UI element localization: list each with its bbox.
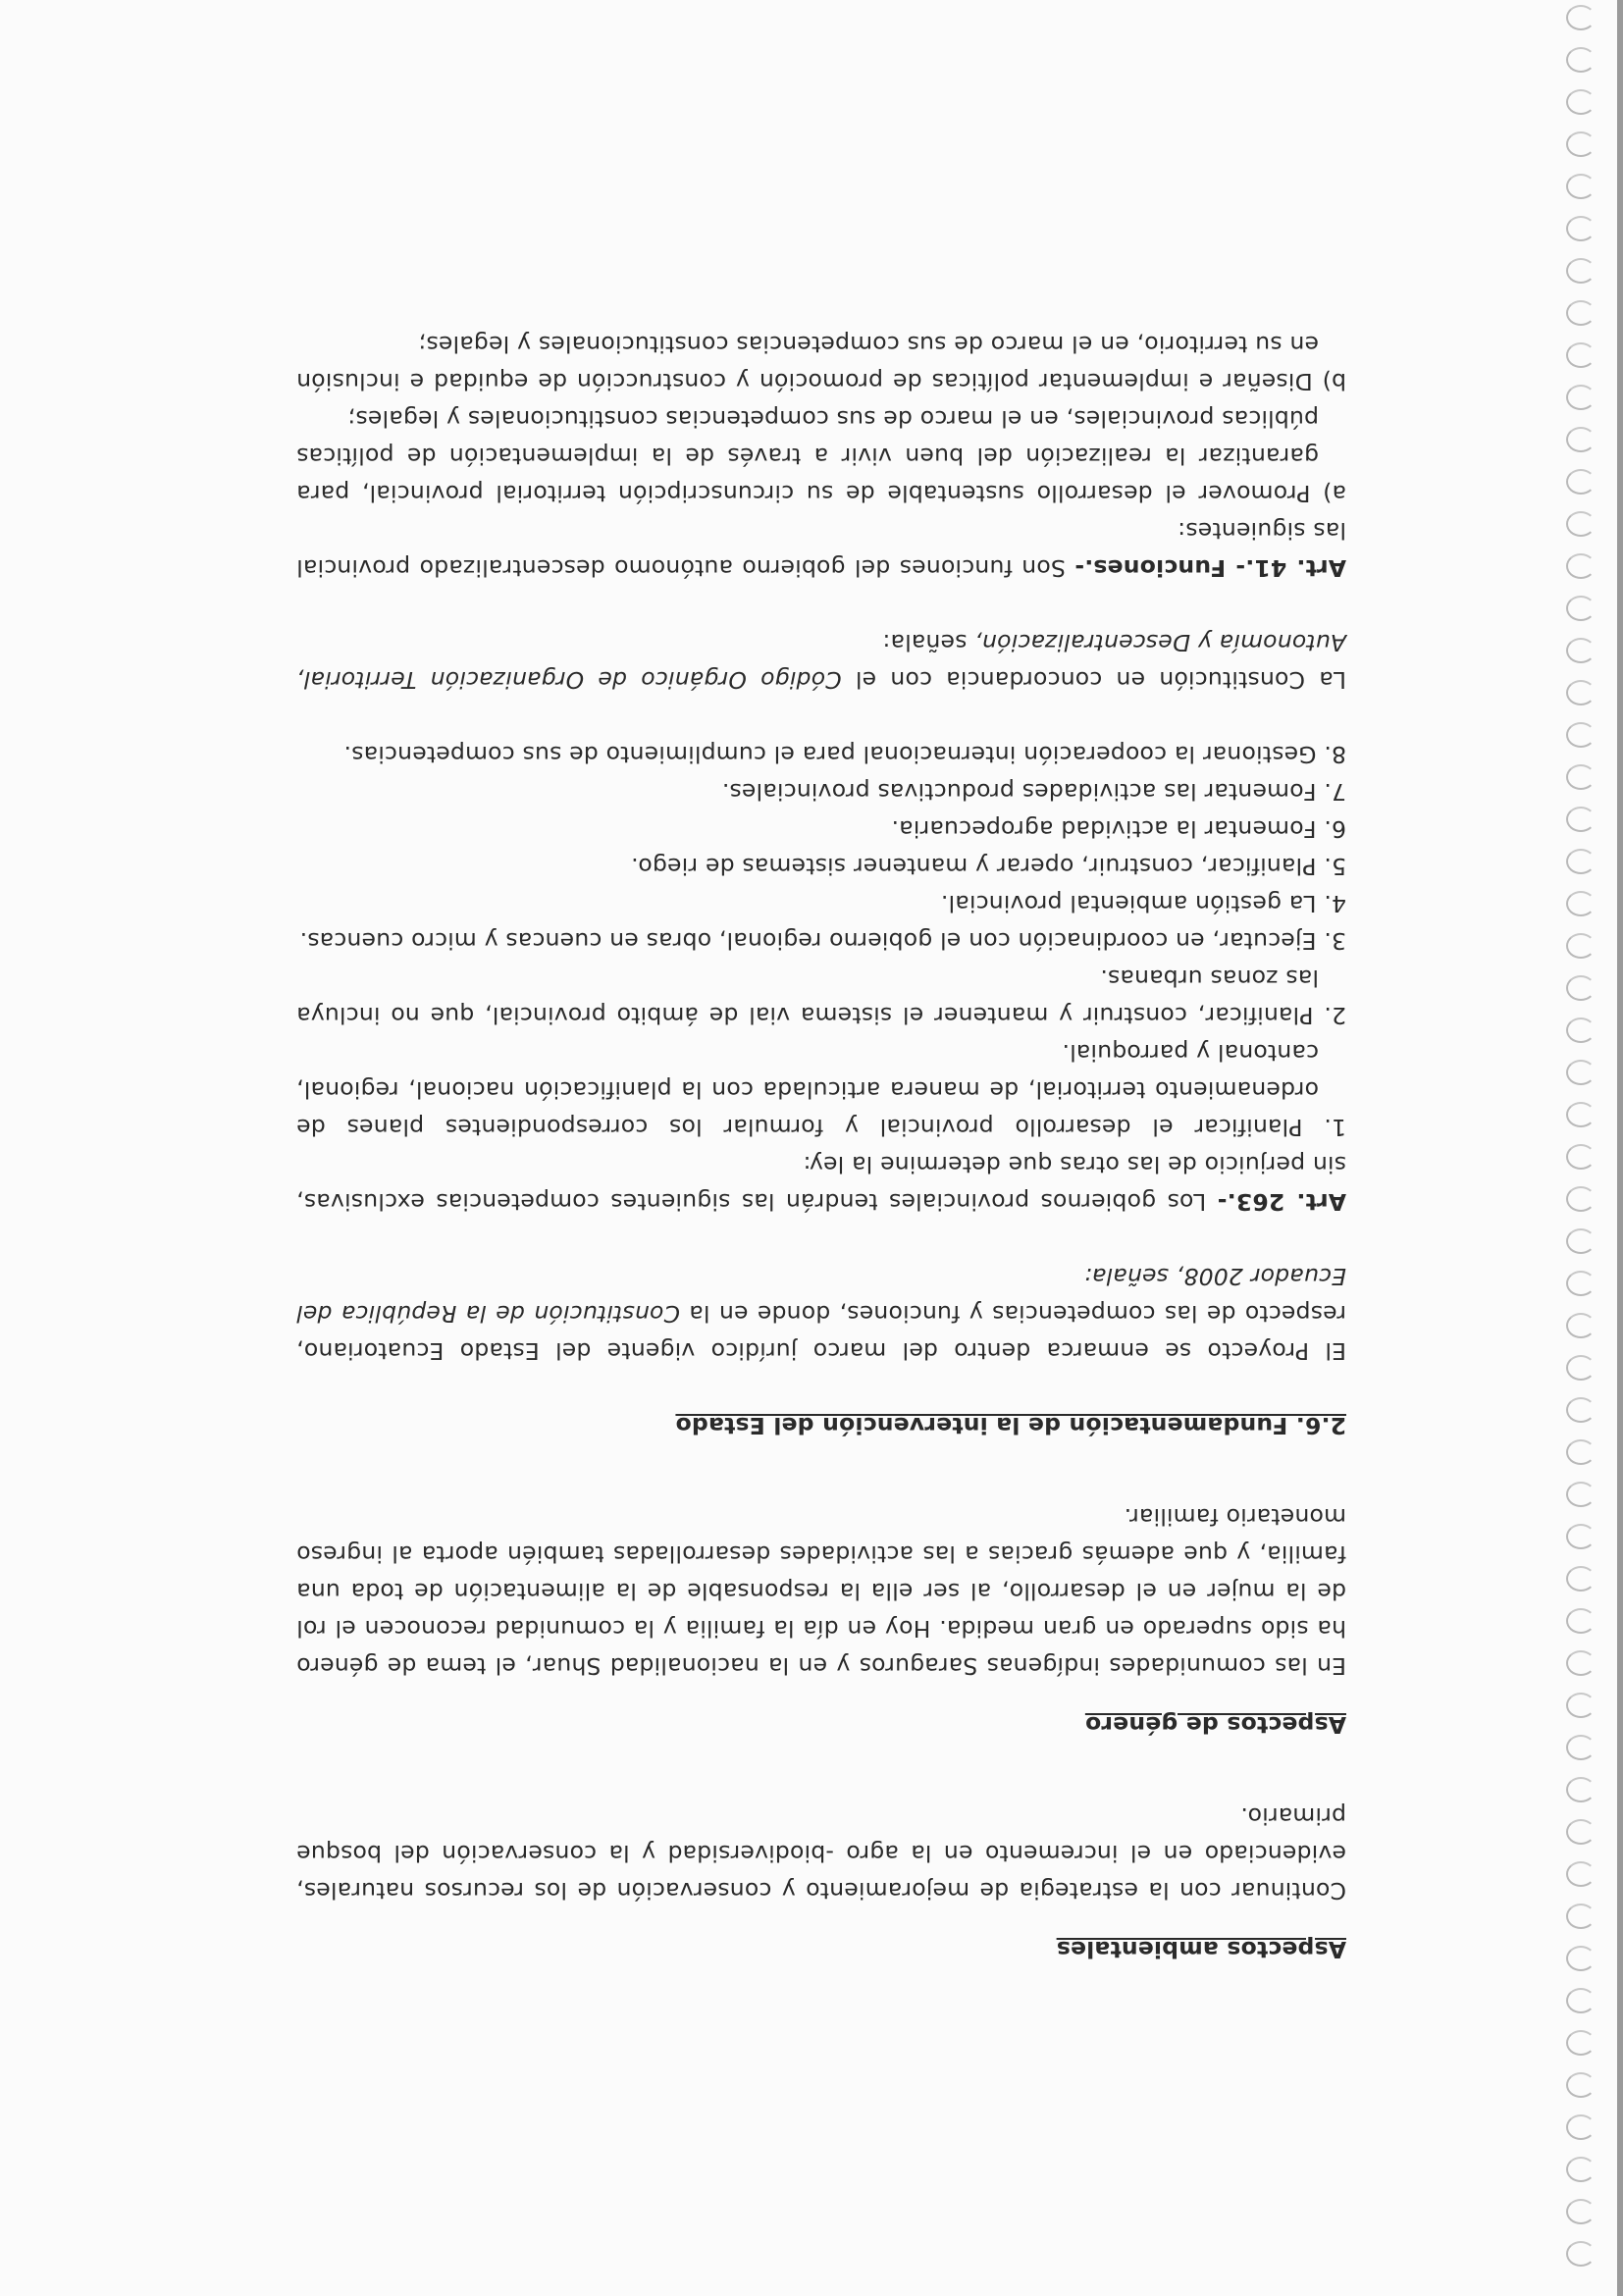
binding-ring: [1566, 638, 1596, 663]
concordancia-text: La Constitución en concordancia con el: [841, 666, 1346, 694]
concordancia-end: señala:: [882, 629, 975, 656]
competencia-item-4: 4. La gestión ambiental provincial.: [940, 890, 1346, 917]
binding-ring: [1566, 1060, 1596, 1085]
competencia-item-3: 3. Ejecutar, en coordinación con el gobierno regional, obras en cuencas y micro cuencas.: [299, 927, 1346, 955]
binding-ring: [1566, 764, 1596, 790]
article-263-label: Art. 263.-: [1217, 1188, 1346, 1216]
binding-ring: [1566, 427, 1596, 452]
competencia-item-6: 6. Fomentar la actividad agropecuaria.: [891, 815, 1346, 843]
binding-ring: [1566, 1777, 1596, 1802]
binding-ring: [1566, 849, 1596, 874]
binding-ring: [1566, 596, 1596, 621]
binding-ring: [1566, 1439, 1596, 1465]
paragraph-fundamentacion-intro: [296, 1258, 1346, 1370]
competencia-item-7: 7. Fomentar las actividades productivas provinciales.: [721, 778, 1346, 806]
funcion-item-b: b) Diseñar e implementar políticas de promoción y construcción de equidad e inclusión en su territorio, en el marco de sus competencias constitucionales y legales;: [296, 331, 1346, 395]
binding-ring: [1566, 1355, 1596, 1381]
binding-ring: [1566, 1904, 1596, 1929]
binding-ring: [1566, 975, 1596, 1001]
binding-ring: [1566, 342, 1596, 368]
binding-ring: [1566, 174, 1596, 199]
intro-citation: Constitución de la República del Ecuador 2008, señala:: [296, 1263, 1346, 1328]
binding-ring: [1566, 469, 1596, 495]
binding-ring: [1566, 1397, 1596, 1423]
binding-ring: [1566, 258, 1596, 284]
binding-ring: [1566, 1313, 1596, 1338]
paragraph-ambientales: Continuar con la estrategia de mejoramiento y conservación de los recursos naturales, evidenciado en el incremento en la agro -biodiversidad y la conservación del bosque primario.: [296, 1802, 1346, 1905]
spiral-binding: [1560, 0, 1617, 2296]
binding-ring: [1566, 891, 1596, 916]
binding-ring: [1566, 216, 1596, 241]
paragraph-genero: En las comunidades indígenas Saraguros y en la nacionalidad Shuar, el tema de género ha sido superado en gran medida. Hoy en día la familia y la comunidad reconocen el rol de la mujer en el desarrollo, al ser ella la responsable de la alimentación de toda una familia, y que además gracias a las actividades desarrolladas también aporta al ingreso monetario familiar.: [296, 1503, 1346, 1680]
article-263-text: Los gobiernos provinciales tendrán las siguientes competencias exclusivas, sin perjuicio de las otras que determine la ley:: [296, 1151, 1346, 1216]
binding-ring: [1566, 1650, 1596, 1676]
document-body: [296, 326, 1346, 1968]
binding-ring: [1566, 1735, 1596, 1760]
concordancia-citation: Código Orgánico de Organización Territorial, Autonomía y Descentralización,: [296, 629, 1346, 694]
binding-ring: [1566, 1988, 1596, 2013]
binding-ring: [1566, 2157, 1596, 2182]
heading-fundamentacion: 2.6. Fundamentación de la intervención del Estado: [675, 1412, 1346, 1439]
binding-ring: [1566, 1271, 1596, 1296]
article-41-text: Son funciones del gobierno autónomo descentralizado provincial las siguientes:: [296, 517, 1346, 582]
binding-ring: [1566, 385, 1596, 410]
binding-ring: [1566, 1144, 1596, 1170]
article-41: [296, 512, 1346, 587]
binding-ring: [1566, 933, 1596, 959]
binding-ring: [1566, 1566, 1596, 1592]
binding-ring: [1566, 553, 1596, 579]
binding-ring: [1566, 47, 1596, 73]
binding-ring: [1566, 2199, 1596, 2224]
competencia-item-2: 2. Planificar, construir y mantener el sistema vial de ámbito provincial, que no incluya las zonas urbanas.: [296, 965, 1346, 1029]
binding-ring: [1566, 1482, 1596, 1507]
funcion-item-a: a) Promover el desarrollo sustentable de su circunscripción territorial provincial, para garantizar la realización del buen vivir a través de la implementación de políticas públicas provinciales, en el marco de sus competencias constitucionales y legales;: [296, 405, 1346, 507]
binding-ring: [1566, 1693, 1596, 1718]
binding-ring: [1566, 89, 1596, 115]
binding-ring: [1566, 1018, 1596, 1043]
binding-ring: [1566, 300, 1596, 326]
article-263: [296, 1146, 1346, 1221]
binding-ring: [1566, 807, 1596, 832]
binding-ring: [1566, 1861, 1596, 1887]
binding-ring: [1566, 2030, 1596, 2056]
binding-edge: [1617, 0, 1623, 2296]
article-41-label: Art. 41.- Funciones.-: [1074, 554, 1346, 582]
binding-ring: [1566, 1102, 1596, 1127]
binding-ring: [1566, 680, 1596, 705]
binding-ring: [1566, 1819, 1596, 1845]
heading-aspectos-ambientales: Aspectos ambientales: [1056, 1936, 1346, 1963]
binding-ring: [1566, 1524, 1596, 1549]
binding-ring: [1566, 1946, 1596, 1971]
binding-ring: [1566, 722, 1596, 748]
heading-aspectos-genero: Aspectos de género: [1084, 1711, 1346, 1739]
binding-ring: [1566, 1228, 1596, 1254]
competencia-item-1: 1. Planificar el desarrollo provincial y formular los correspondientes planes de ordenamiento territorial, de manera articulada con la planificación nacional, regional, cantonal y parroquial.: [296, 1039, 1346, 1141]
binding-ring: [1566, 131, 1596, 157]
competencia-item-5: 5. Planificar, construir, operar y mantener sistemas de riego.: [630, 853, 1346, 880]
binding-ring: [1566, 2114, 1596, 2140]
binding-ring: [1566, 511, 1596, 537]
binding-ring: [1566, 1186, 1596, 1212]
binding-ring: [1566, 2072, 1596, 2098]
competencia-item-8: 8. Gestionar la cooperación internacional para el cumplimiento de sus competencias.: [343, 741, 1346, 768]
intro-text: El Proyecto se enmarca dentro del marco jurídico vigente del Estado Ecuatoriano, respecto de las competencias y funciones, donde en la: [296, 1300, 1346, 1365]
binding-ring: [1566, 5, 1596, 30]
binding-ring: [1566, 2241, 1596, 2267]
paragraph-concordancia: [296, 624, 1346, 699]
binding-ring: [1566, 1608, 1596, 1634]
